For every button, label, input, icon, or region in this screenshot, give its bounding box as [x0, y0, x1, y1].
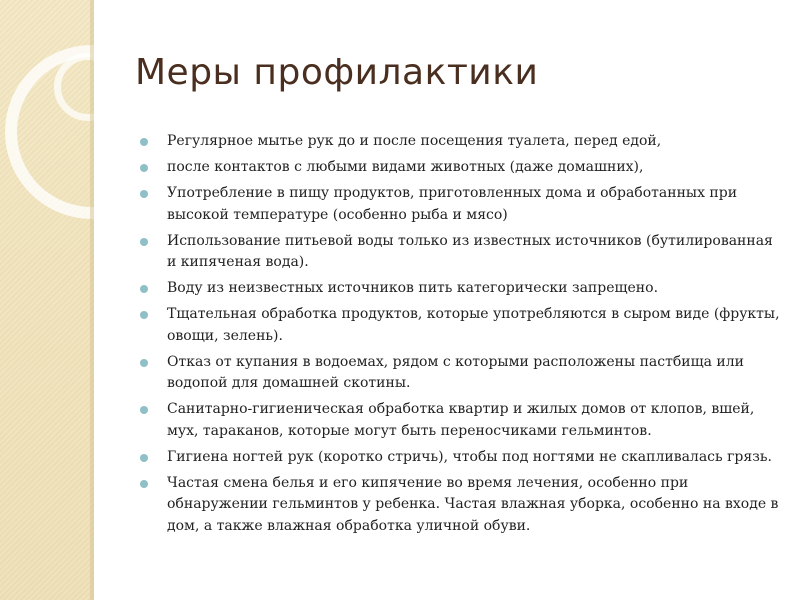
bullet-item [140, 473, 780, 538]
decorative-side-panel [0, 0, 94, 600]
bullet-text: Отказ от купания в водоемах, рядом с которыми расположены пастбища или водопой для домашней скотины. [167, 353, 744, 391]
bullet-item [140, 352, 780, 395]
bullet-item [140, 131, 780, 153]
bullet-item [140, 183, 780, 226]
bullet-text: Частая смена белья и его кипячение во время лечения, особенно при обнаружении гельминтов у ребенка. Частая влажная уборка, особенно на входе в дом, а также влажная обработка уличной обуви. [167, 474, 779, 534]
bullet-icon [140, 454, 148, 462]
bullet-item [140, 399, 780, 442]
side-panel-edge [90, 0, 94, 600]
bullet-text: Санитарно-гигиеническая обработка квартир и жилых домов от клопов, вшей, мух, тараканов, которые могут быть переносчиками гельминтов. [167, 401, 755, 439]
bullet-icon [140, 311, 148, 319]
bullet-icon [140, 359, 148, 367]
bullet-item [140, 304, 780, 347]
bullet-text: Воду из неизвестных источников пить категорически запрещено. [167, 280, 659, 296]
bullet-item [140, 278, 780, 300]
bullet-item [140, 231, 780, 274]
bullet-icon [140, 238, 148, 246]
bullet-item [140, 157, 780, 179]
slide-title: Меры профилактики [135, 52, 539, 93]
bullet-text: Регулярное мытье рук до и после посещения туалета, перед едой, [167, 133, 662, 149]
bullet-text: после контактов с любыми видами животных (даже домашних), [167, 159, 644, 175]
bullet-icon [140, 164, 148, 172]
bullet-icon [140, 138, 148, 146]
bullet-text: Употребление в пищу продуктов, приготовленных дома и обработанных при высокой температуре (особенно рыба и мясо) [167, 185, 738, 223]
bullet-icon [140, 406, 148, 414]
bullet-icon [140, 190, 148, 198]
decorative-ring-small [54, 53, 94, 121]
bullet-icon [140, 285, 148, 293]
bullet-text: Гигиена ногтей рук (коротко стричь), чтобы под ногтями не скапливалась грязь. [167, 448, 772, 465]
bullet-text: Тщательная обработка продуктов, которые употребляются в сыром виде (фрукты, овощи, зелень). [167, 306, 780, 344]
bullet-icon [140, 480, 148, 488]
bullet-item [140, 447, 780, 469]
prevention-bullet-list [140, 131, 780, 542]
bullet-text: Использование питьевой воды только из известных источников (бутилированная и кипяченая вода). [167, 232, 773, 270]
decorative-ring-large [5, 45, 94, 219]
